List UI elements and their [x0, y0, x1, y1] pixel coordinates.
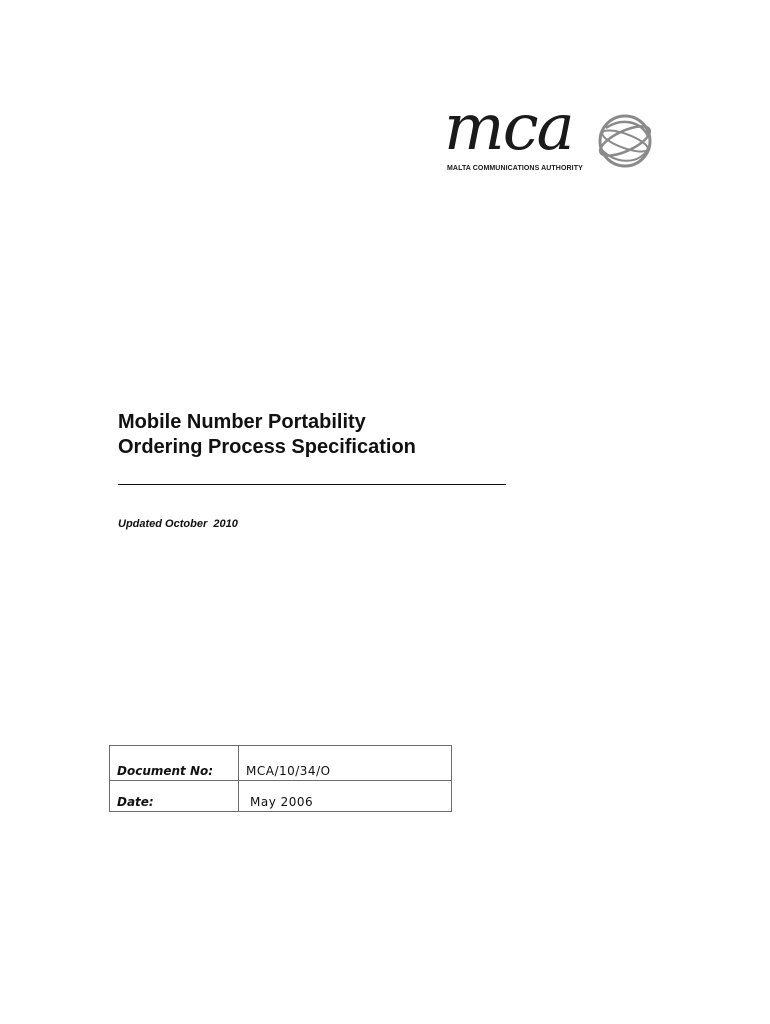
date-value: May 2006: [239, 781, 452, 812]
title-line-1: Mobile Number Portability: [118, 411, 366, 433]
document-no-label: Document No:: [110, 746, 239, 781]
title-line-2: Ordering Process Specification: [118, 436, 416, 458]
document-no-value: MCA/10/34/O: [239, 746, 452, 781]
table-row: [110, 781, 452, 812]
logo-wordmark: mca: [444, 91, 573, 165]
document-title: [118, 410, 416, 460]
document-info-table: [109, 745, 452, 812]
date-label: Date:: [110, 781, 239, 812]
mca-logo: [444, 91, 664, 180]
table-row: [110, 746, 452, 781]
logo-subtitle: MALTA COMMUNICATIONS AUTHORITY: [447, 165, 583, 172]
title-underline: [118, 484, 506, 485]
globe-swirl-icon: [590, 106, 660, 176]
updated-date: Updated October 2010: [118, 518, 238, 530]
